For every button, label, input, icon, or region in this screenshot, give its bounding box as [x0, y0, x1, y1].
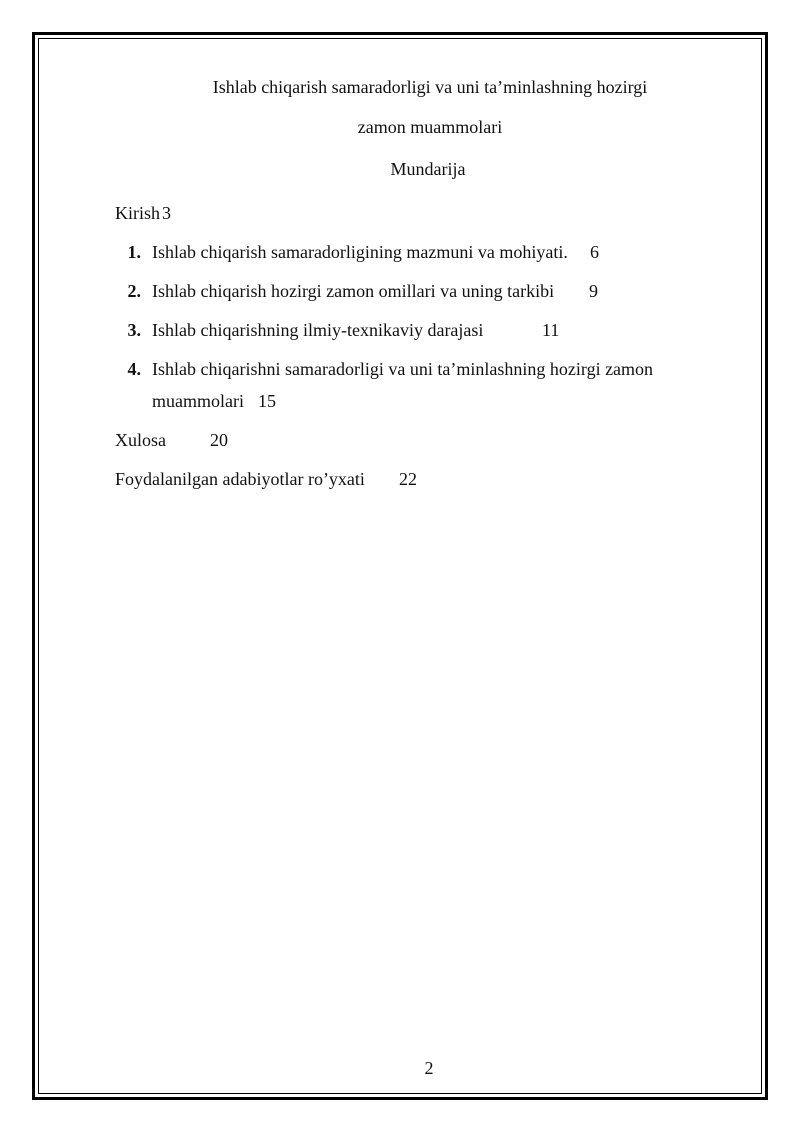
toc-entry-intro-label: Kirish — [115, 203, 160, 223]
page-number: 2 — [424, 1058, 434, 1078]
document-title-line-1: Ishlab chiqarish samaradorligi va uni ta’minlashning hozirgi — [212, 77, 648, 97]
toc-entry-3-page: 11 — [542, 320, 560, 340]
toc-entry-4-label: Ishlab chiqarishni samaradorligi va uni ta’minlashning hozirgi zamon — [152, 359, 654, 379]
toc-entry-3-number: 3. — [127, 320, 141, 340]
toc-entry-4-page: 15 — [258, 391, 276, 411]
page-border-inner — [38, 38, 762, 1094]
toc-entry-1-page: 6 — [590, 242, 599, 262]
toc-entry-2-number: 2. — [127, 281, 141, 301]
document-title-line-2: zamon muammolari — [357, 117, 503, 137]
toc-entry-3-label: Ishlab chiqarishning ilmiy-texnikaviy darajasi — [152, 320, 484, 340]
toc-entry-conclusion-page: 20 — [210, 430, 228, 450]
toc-heading: Mundarija — [390, 159, 466, 179]
toc-entry-4-number: 4. — [127, 359, 141, 379]
toc-entry-references-page: 22 — [399, 469, 417, 489]
toc-entry-1-label: Ishlab chiqarish samaradorligining mazmuni va mohiyati. — [152, 242, 568, 262]
toc-entry-2-page: 9 — [589, 281, 598, 301]
toc-entry-references-label: Foydalanilgan adabiyotlar ro’yxati — [115, 469, 365, 489]
toc-entry-4-label-continued: muammolari — [152, 391, 244, 411]
toc-entry-conclusion-label: Xulosa — [115, 430, 166, 450]
toc-entry-intro-page: 3 — [162, 203, 171, 223]
toc-entry-2-label: Ishlab chiqarish hozirgi zamon omillari va uning tarkibi — [152, 281, 555, 301]
toc-entry-1-number: 1. — [127, 242, 141, 262]
